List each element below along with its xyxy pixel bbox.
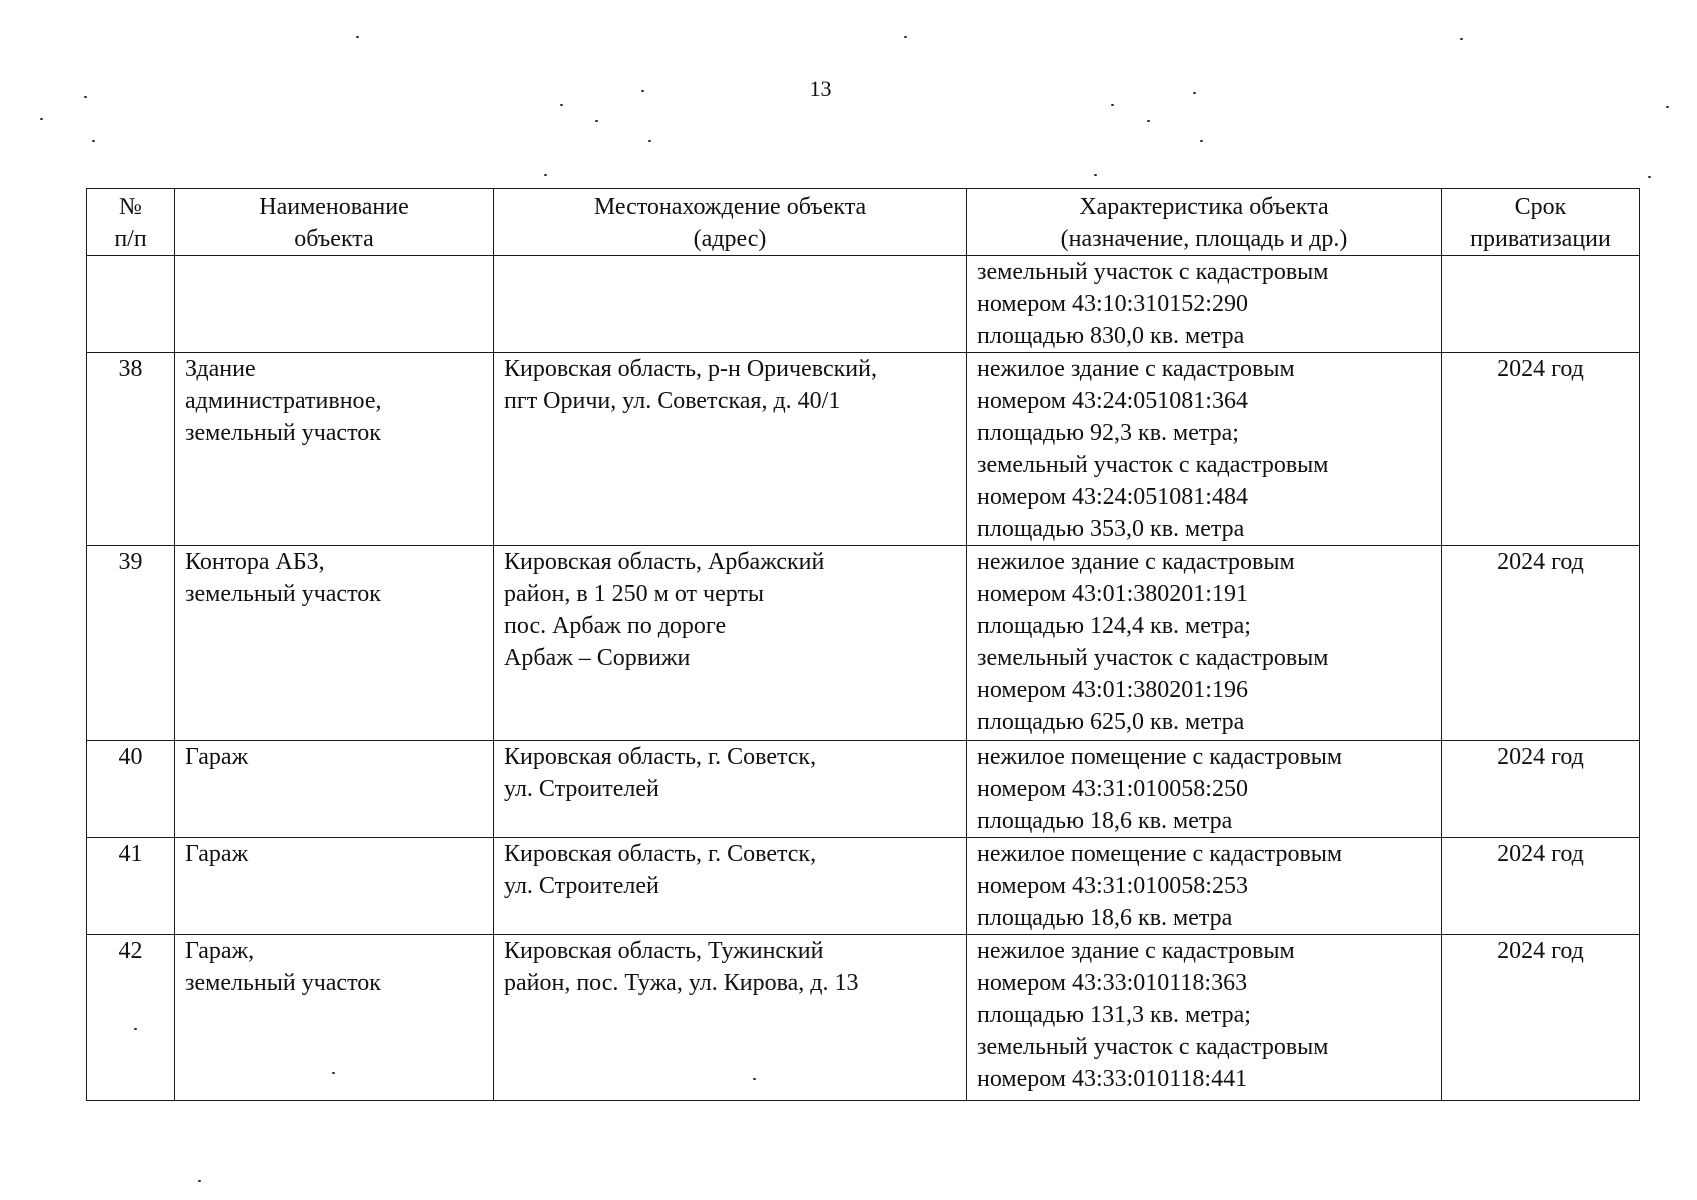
object-name-cell xyxy=(175,935,494,1101)
scan-speck xyxy=(332,1072,335,1074)
header-address-line: (адрес) xyxy=(693,226,767,252)
object-name-cell xyxy=(175,353,494,546)
row-number-cell xyxy=(87,256,175,353)
scan-speck xyxy=(40,118,43,120)
characteristics-line: площадью 830,0 кв. метра xyxy=(977,323,1245,349)
object-address-cell xyxy=(494,256,967,353)
characteristics-line: нежилое помещение с кадастровым xyxy=(977,744,1343,770)
object-characteristics-cell xyxy=(967,935,1442,1101)
address-line: ул. Строителей xyxy=(504,873,659,899)
characteristics-line: площадью 625,0 кв. метра xyxy=(977,709,1245,735)
name-line: Гараж, xyxy=(185,938,255,964)
scan-speck xyxy=(1111,104,1114,106)
header-name xyxy=(175,189,494,256)
row-number-cell: 41 xyxy=(87,838,175,935)
characteristics-line: площадью 353,0 кв. метра xyxy=(977,516,1245,542)
header-name-line: объекта xyxy=(294,226,374,252)
table-row xyxy=(87,741,1640,838)
header-characteristics-line: Характеристика объекта xyxy=(1079,194,1329,220)
header-term-line: приватизации xyxy=(1470,226,1611,252)
header-address xyxy=(494,189,967,256)
scan-speck xyxy=(641,90,644,92)
characteristics-line: номером 43:24:051081:364 xyxy=(977,388,1248,414)
object-address-cell xyxy=(494,546,967,741)
privatization-term-cell: 2024 год xyxy=(1442,546,1640,741)
scan-speck xyxy=(595,120,598,122)
table-row xyxy=(87,256,1640,353)
header-num-line: п/п xyxy=(114,226,147,252)
characteristics-line: нежилое здание с кадастровым xyxy=(977,549,1295,575)
row-number-cell: 38 xyxy=(87,353,175,546)
scan-speck xyxy=(753,1078,756,1080)
scan-speck xyxy=(92,140,95,142)
scan-speck xyxy=(560,104,563,106)
characteristics-line: земельный участок с кадастровым xyxy=(977,645,1329,671)
privatization-term-cell: 2024 год xyxy=(1442,838,1640,935)
characteristics-line: земельный участок с кадастровым xyxy=(977,259,1329,285)
table-header-row xyxy=(87,189,1640,256)
row-number-cell: 40 xyxy=(87,741,175,838)
scan-speck xyxy=(1666,106,1669,108)
characteristics-line: номером 43:31:010058:253 xyxy=(977,873,1248,899)
address-line: пос. Арбаж по дороге xyxy=(504,613,727,639)
object-characteristics-cell xyxy=(967,838,1442,935)
characteristics-line: номером 43:31:010058:250 xyxy=(977,776,1248,802)
address-line: район, пос. Тужа, ул. Кирова, д. 13 xyxy=(504,970,859,996)
characteristics-line: площадью 124,4 кв. метра; xyxy=(977,613,1251,639)
scan-speck xyxy=(198,1180,201,1182)
scan-speck xyxy=(544,174,547,176)
address-line: Кировская область, г. Советск, xyxy=(504,744,817,770)
header-characteristics xyxy=(967,189,1442,256)
scan-speck xyxy=(648,140,651,142)
characteristics-line: площадью 18,6 кв. метра xyxy=(977,808,1233,834)
object-name-cell xyxy=(175,838,494,935)
privatization-term-cell: 2024 год xyxy=(1442,741,1640,838)
table-row xyxy=(87,546,1640,741)
header-num xyxy=(87,189,175,256)
table-row xyxy=(87,935,1640,1101)
privatization-term-cell: 2024 год xyxy=(1442,353,1640,546)
object-name-cell xyxy=(175,546,494,741)
characteristics-line: земельный участок с кадастровым xyxy=(977,452,1329,478)
header-term xyxy=(1442,189,1640,256)
object-address-cell xyxy=(494,838,967,935)
table-row xyxy=(87,838,1640,935)
characteristics-line: земельный участок с кадастровым xyxy=(977,1034,1329,1060)
characteristics-line: номером 43:01:380201:196 xyxy=(977,677,1248,703)
scan-speck xyxy=(134,1028,137,1030)
object-characteristics-cell xyxy=(967,353,1442,546)
characteristics-line: площадью 131,3 кв. метра; xyxy=(977,1002,1251,1028)
privatization-term-cell xyxy=(1442,256,1640,353)
address-line: Арбаж – Сорвижи xyxy=(504,645,691,671)
characteristics-line: площадью 18,6 кв. метра xyxy=(977,905,1233,931)
scan-speck xyxy=(1094,174,1097,176)
name-line: Контора АБЗ, xyxy=(185,549,325,575)
characteristics-line: номером 43:24:051081:484 xyxy=(977,484,1248,510)
name-line: земельный участок xyxy=(185,970,381,996)
characteristics-line: номером 43:33:010118:363 xyxy=(977,970,1248,996)
scan-speck xyxy=(84,96,87,98)
scan-speck xyxy=(1460,38,1463,40)
row-number-cell: 42 xyxy=(87,935,175,1101)
object-address-cell xyxy=(494,741,967,838)
characteristics-line: номером 43:01:380201:191 xyxy=(977,581,1248,607)
address-line: Кировская область, Тужинский xyxy=(504,938,824,964)
scan-speck xyxy=(1648,176,1651,178)
characteristics-line: номером 43:33:010118:441 xyxy=(977,1066,1248,1092)
privatization-term-cell: 2024 год xyxy=(1442,935,1640,1101)
characteristics-line: нежилое здание с кадастровым xyxy=(977,938,1295,964)
scan-speck xyxy=(1147,120,1150,122)
characteristics-line: номером 43:10:310152:290 xyxy=(977,291,1248,317)
name-line: административное, xyxy=(185,388,382,414)
address-line: пгт Оричи, ул. Советская, д. 40/1 xyxy=(504,388,841,414)
name-line: земельный участок xyxy=(185,581,381,607)
address-line: Кировская область, р-н Оричевский, xyxy=(504,356,877,382)
address-line: Кировская область, Арбажский xyxy=(504,549,825,575)
object-name-cell xyxy=(175,741,494,838)
page-number: 13 xyxy=(809,76,832,101)
scan-speck xyxy=(1200,140,1203,142)
characteristics-line: площадью 92,3 кв. метра; xyxy=(977,420,1239,446)
table-row xyxy=(87,353,1640,546)
header-num-line: № xyxy=(119,194,142,220)
scan-speck xyxy=(904,36,907,38)
object-characteristics-cell xyxy=(967,256,1442,353)
name-line: Гараж xyxy=(185,744,249,770)
characteristics-line: нежилое здание с кадастровым xyxy=(977,356,1295,382)
header-term-line: Срок xyxy=(1514,194,1567,220)
name-line: земельный участок xyxy=(185,420,381,446)
object-address-cell xyxy=(494,353,967,546)
object-name-cell xyxy=(175,256,494,353)
address-line: район, в 1 250 м от черты xyxy=(504,581,765,607)
characteristics-line: нежилое помещение с кадастровым xyxy=(977,841,1343,867)
object-characteristics-cell xyxy=(967,741,1442,838)
row-number-cell: 39 xyxy=(87,546,175,741)
header-name-line: Наименование xyxy=(259,194,409,220)
object-characteristics-cell xyxy=(967,546,1442,741)
address-line: Кировская область, г. Советск, xyxy=(504,841,817,867)
object-address-cell xyxy=(494,935,967,1101)
header-address-line: Местонахождение объекта xyxy=(593,194,867,220)
name-line: Гараж xyxy=(185,841,249,867)
name-line: Здание xyxy=(185,356,256,382)
scan-speck xyxy=(356,36,359,38)
header-characteristics-line: (назначение, площадь и др.) xyxy=(1060,226,1348,252)
address-line: ул. Строителей xyxy=(504,776,659,802)
privatization-table xyxy=(86,188,1640,1101)
scan-speck xyxy=(1193,92,1196,94)
